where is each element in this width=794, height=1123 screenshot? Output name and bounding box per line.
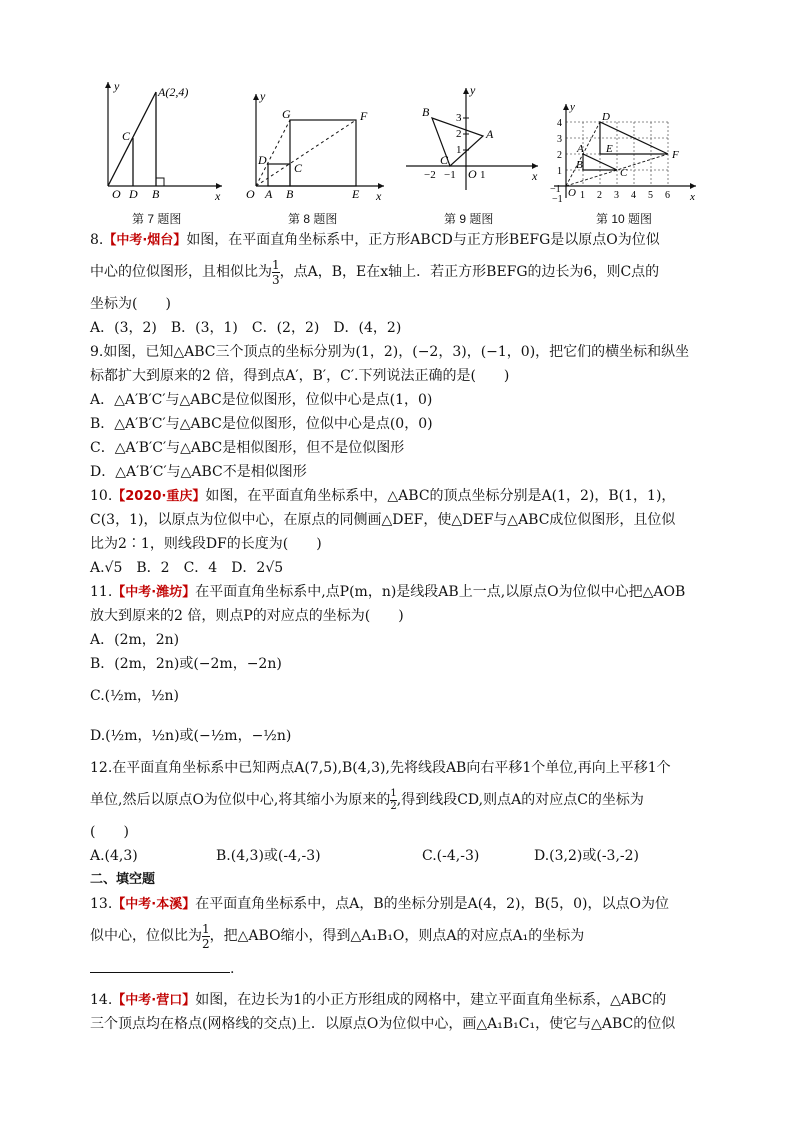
point-d-label: D: [602, 111, 610, 123]
tick-x1: 1: [580, 190, 585, 201]
q10-line3: 比为2∶1，则线段DF的长度为( ): [90, 536, 322, 552]
tick-x5: 5: [648, 190, 653, 201]
point-c-label: C: [620, 167, 628, 179]
figure-7-caption: 第 7 题图: [132, 212, 182, 226]
q11-line1: 11.【中考·潍坊】在平面直角坐标系中,点P(m，n)是线段AB上一点,以原点O为位似中心把△AOB: [90, 584, 686, 600]
q8-fraction: $\frac{1}{3}$: [272, 257, 280, 287]
tick-xm1: −1: [444, 169, 456, 181]
figure-10-caption: 第 10 题图: [596, 212, 653, 226]
tick-y3: 3: [456, 112, 462, 124]
figure-8: [240, 74, 390, 204]
tick-y2: 2: [557, 150, 562, 161]
q10-line1: 10.【2020·重庆】如图，在平面直角坐标系中，△ABC的顶点坐标分别是A(1，2)，B(1，1)，: [90, 488, 676, 504]
point-b-label: B: [576, 159, 583, 171]
q9-line1: 9.如图，已知△ABC三个顶点的坐标分别为(1，2)，(−2，3)，(−1，0)，把它们的横坐标和纵坐: [90, 344, 690, 360]
q9-option-b: B．△A′B′C′与△ABC是位似图形，位似中心是点(0，0): [90, 416, 433, 432]
y-axis-label: y: [470, 83, 476, 97]
q12-option-c: C.(-4,-3): [422, 848, 480, 864]
q13-line2: 似中心，位似比为 $\frac{1}{2}$ ，把△ABO缩小，得到△A₁B₁O，则点A的对应点A₁的坐标为: [90, 921, 585, 951]
point-d-label: D: [129, 187, 138, 201]
q12-line1: 12.在平面直角坐标系中已知两点A(7,5),B(4,3),先将线段AB向右平移1个单位,再向上平移1个: [90, 760, 671, 776]
origin-label: O: [468, 167, 477, 181]
point-b-label: B: [286, 187, 294, 201]
x-axis-label: x: [690, 191, 695, 203]
point-a-label: A: [577, 143, 584, 155]
tick-ym1: −1: [552, 194, 563, 204]
y-axis-label: y: [114, 79, 120, 93]
q9-option-c: C．△A′B′C′与△ABC是相似图形，但不是位似图形: [90, 440, 405, 456]
point-e-label: E: [606, 143, 613, 155]
tick-y1: 1: [456, 144, 462, 156]
q13-fraction: $\frac{1}{2}$: [202, 921, 210, 951]
q12-fraction: $\frac{1}{2}$: [390, 787, 397, 812]
question-list: [90, 228, 710, 1036]
q14-line1: 14.【中考·营口】如图，在边长为1的小正方形组成的网格中，建立平面直角坐标系，△ABC的: [90, 992, 667, 1008]
y-axis-label: y: [260, 89, 266, 103]
q12-option-b: B.(4,3)或(-4,-3): [216, 848, 321, 864]
point-a-label: A: [486, 127, 494, 141]
q8-source: 【中考·烟台】: [103, 233, 187, 248]
origin-label: O: [112, 187, 121, 201]
tick-y3: 3: [557, 134, 562, 145]
q10-options: A.√5 B．2 C．4 D．2√5: [90, 560, 284, 576]
point-e-label: E: [352, 187, 360, 201]
point-d-label: D: [258, 153, 267, 167]
point-c-label: C: [122, 129, 131, 143]
q11-option-c: C.(½m，½n): [90, 688, 180, 704]
q14-line2: 三个顶点均在格点(网格线的交点)上．以原点O为位似中心，画△A₁B₁C₁，使它与△ABC的位似: [90, 1016, 676, 1032]
tick-x1: 1: [480, 169, 486, 181]
point-b-label: B: [152, 187, 160, 201]
x-axis-label: x: [215, 189, 221, 203]
point-b-label: B: [422, 105, 430, 119]
point-f-label: F: [360, 109, 368, 123]
point-a-label: A: [265, 187, 273, 201]
figure-9: [400, 74, 545, 204]
point-f-label: F: [672, 149, 679, 161]
q12-options: [90, 844, 710, 868]
y-axis-label: y: [570, 101, 575, 113]
q11-source: 【中考·潍坊】: [112, 585, 196, 600]
q8-options: A．(3，2) B．(3，1) C．(2，2) D．(4，2): [90, 320, 402, 336]
figure-8-caption: 第 8 题图: [288, 212, 338, 226]
point-g-label: G: [282, 107, 291, 121]
point-a-label: A(2,4): [158, 85, 189, 99]
q13-source: 【中考·本溪】: [112, 897, 196, 912]
q8-line1: 8.【中考·烟台】如图，在平面直角坐标系中，正方形ABCD与正方形BEFG是以原点O为位似: [90, 232, 660, 248]
tick-y4: 4: [557, 118, 562, 129]
x-axis-label: x: [376, 189, 382, 203]
figure-10: [550, 74, 705, 204]
tick-x2: 2: [597, 190, 602, 201]
tick-y1: 1: [557, 166, 562, 177]
origin-label: O: [246, 187, 255, 201]
q13-answer-line: .: [90, 956, 710, 980]
figure-7: [90, 74, 230, 204]
tick-x4: 4: [631, 190, 636, 201]
q8-line2: 中心的位似图形，且相似比为 $\frac{1}{3}$ ，点A，B，E在x轴上．若正方形BEFG的边长为6，则C点的: [90, 257, 660, 287]
tick-x6: 6: [665, 190, 670, 201]
q11-option-a: A．(2m，2n): [90, 632, 180, 648]
q13-line1: 13.【中考·本溪】在平面直角坐标系中，点A，B的坐标分别是A(4，2)，B(5，0)，以点O为位: [90, 896, 669, 912]
q14-source: 【中考·营口】: [112, 993, 196, 1008]
q8-line3: 坐标为( ): [90, 296, 171, 312]
tick-y2: 2: [456, 128, 462, 140]
q9-line2: 标都扩大到原来的2 倍，得到点A′，B′，C′.下列说法正确的是( ): [90, 368, 510, 384]
q13-answer-blank[interactable]: [90, 956, 230, 973]
q9-option-d: D．△A′B′C′与△ABC不是相似图形: [90, 464, 307, 480]
point-c-label: C: [294, 161, 303, 175]
q10-line2: C(3，1)，以原点为位似中心，在原点的同侧画△DEF，使△DEF与△ABC成位似图形，且位似: [90, 512, 676, 528]
q12-line3: ( ): [90, 824, 129, 840]
q11-line2: 放大到原来的2 倍，则点P的对应点的坐标为( ): [90, 608, 404, 624]
q12-line2: 单位,然后以原点O为位似中心,将其缩小为原来的 $\frac{1}{2}$ ,得到线段CD,则点A的对应点C的坐标为: [90, 787, 644, 812]
q12-option-d: D.(3,2)或(-3,-2): [534, 848, 640, 864]
q10-source: 【2020·重庆】: [112, 489, 206, 504]
tick-x3: 3: [614, 190, 619, 201]
point-c-label: C: [440, 153, 449, 167]
section-heading: 二、填空题: [90, 872, 156, 887]
figure-9-caption: 第 9 题图: [444, 212, 494, 226]
q11-option-d: D.(½m，½n)或(−½m，−½n): [90, 728, 292, 744]
tick-xm2: −2: [424, 169, 436, 181]
x-axis-label: x: [532, 169, 538, 183]
origin-label: O: [568, 187, 576, 199]
q9-option-a: A．△A′B′C′与△ABC是位似图形，位似中心是点(1，0): [90, 392, 433, 408]
tick-xm1: −1: [550, 184, 561, 195]
q11-option-b: B．(2m，2n)或(−2m，−2n): [90, 656, 282, 672]
q12-option-a: A.(4,3): [90, 848, 138, 864]
